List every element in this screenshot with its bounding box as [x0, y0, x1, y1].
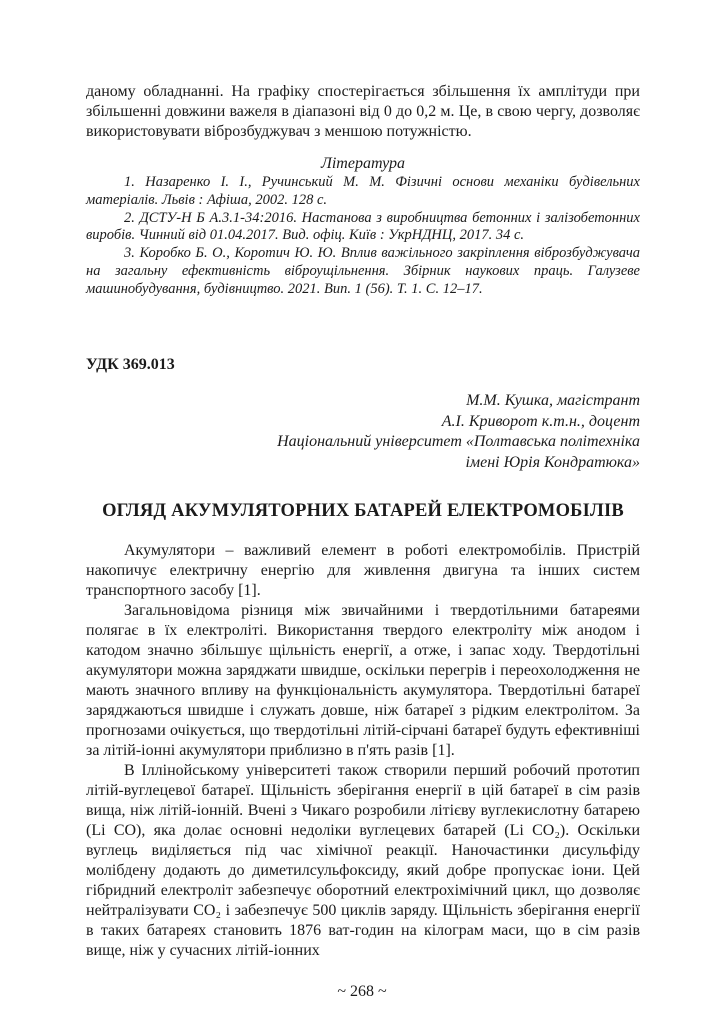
article-body: [86, 541, 640, 961]
author-line-1: М.М. Кушка, магістрант: [466, 391, 640, 409]
article-title: ОГЛЯД АКУМУЛЯТОРНИХ БАТАРЕЙ ЕЛЕКТРОМОБІЛІВ: [102, 500, 624, 521]
affiliation-line-1: Національний університет «Полтавська політехніка: [277, 433, 640, 451]
literature-heading: Література: [321, 155, 405, 172]
article-paragraph-1: Акумулятори – важливий елемент в роботі електромобілів. Пристрій накопичує електричну енергію для живлення двигуна та інших систем транспортного засобу [1].: [86, 542, 640, 600]
article-paragraph-2: Загальновідома різниця між звичайними і твердотільними батареями полягає в їх електроліті. Використання твердого електроліту між анодом і катодом значно збільшує щільність енергії, а отже, і запас ходу. Твердотільні акумулятори можна заряджати швидше, оскільки перегрів і переохолодження не мають значного впливу на функціональність акумулятора. Твердотільні батареї заряджаються швидше і служать довше, ніж батареї з рідким електролітом. За прогнозами очікується, що твердотільні літій-сірчані батареї будуть ефективніші за літій-іонні акумулятори приблизно в п'ять разів [1].: [86, 602, 640, 760]
article-paragraph-3: В Іллінойському університеті також створили перший робочий прототип літій-вуглецевої батареї. Щільність зберігання енергії в цій батареї в сім разів вища, ніж літій-іонній. Вчені з Чикаго розробили літієву вуглекислотну батарею (Li CO), яка долає основні недоліки вуглецевих батарей (Li CO₂). Оскільки вуглець виділяється під час хімічної реакції. Наночастинки дисульфіду молібдену додають до диметилсульфоксиду, який добре пропускає іони. Цей гібридний електроліт забезпечує оборотний електрохімічний цикл, що дозволяє нейтралізувати CO₂ і забезпечує 500 циклів заряду. Щільність зберігання енергії в таких батареях становить 1876 ват-годин на кілограм маси, що в сім разів вище, ніж у сучасних літій-іонних: [86, 762, 640, 960]
continued-paragraph: даному обладнанні. На графіку спостерігається збільшення їх амплітуди при збільшенні довжини важеля в діапазоні від 0 до 0,2 м. Це, в свою чергу, дозволяє використовувати віброзбуджувач з меншою потужністю.: [86, 83, 640, 140]
udc-code: УДК 369.013: [86, 355, 175, 373]
authors-block: [86, 391, 640, 474]
affiliation-line-2: імені Юрія Кондратюка»: [465, 454, 640, 472]
reference-item-2: 2. ДСТУ-Н Б А.3.1-34:2016. Настанова з виробництва бетонних і залізобетонних виробів. Чинний від 01.04.2017. Вид. офіц. Київ : УкрНДНЦ, 2017. 34 с.: [86, 209, 640, 244]
reference-item-3: 3. Коробко Б. О., Коротич Ю. Ю. Вплив важільного закріплення віброзбуджувача на загальну ефективність віброущільнення. Збірник наукових праць. Галузеве машинобудування, будівництво. 2021. Вип. 1 (56). Т. 1. С. 12–17.: [86, 245, 640, 297]
author-line-2: А.І. Криворот к.т.н., доцент: [441, 412, 640, 430]
reference-item-1: 1. Назаренко І. І., Ручинський М. М. Фізичні основи механіки будівельних матеріалів. Львів : Афіша, 2002. 128 с.: [86, 174, 640, 208]
page-number: ~ 268 ~: [337, 983, 387, 1000]
